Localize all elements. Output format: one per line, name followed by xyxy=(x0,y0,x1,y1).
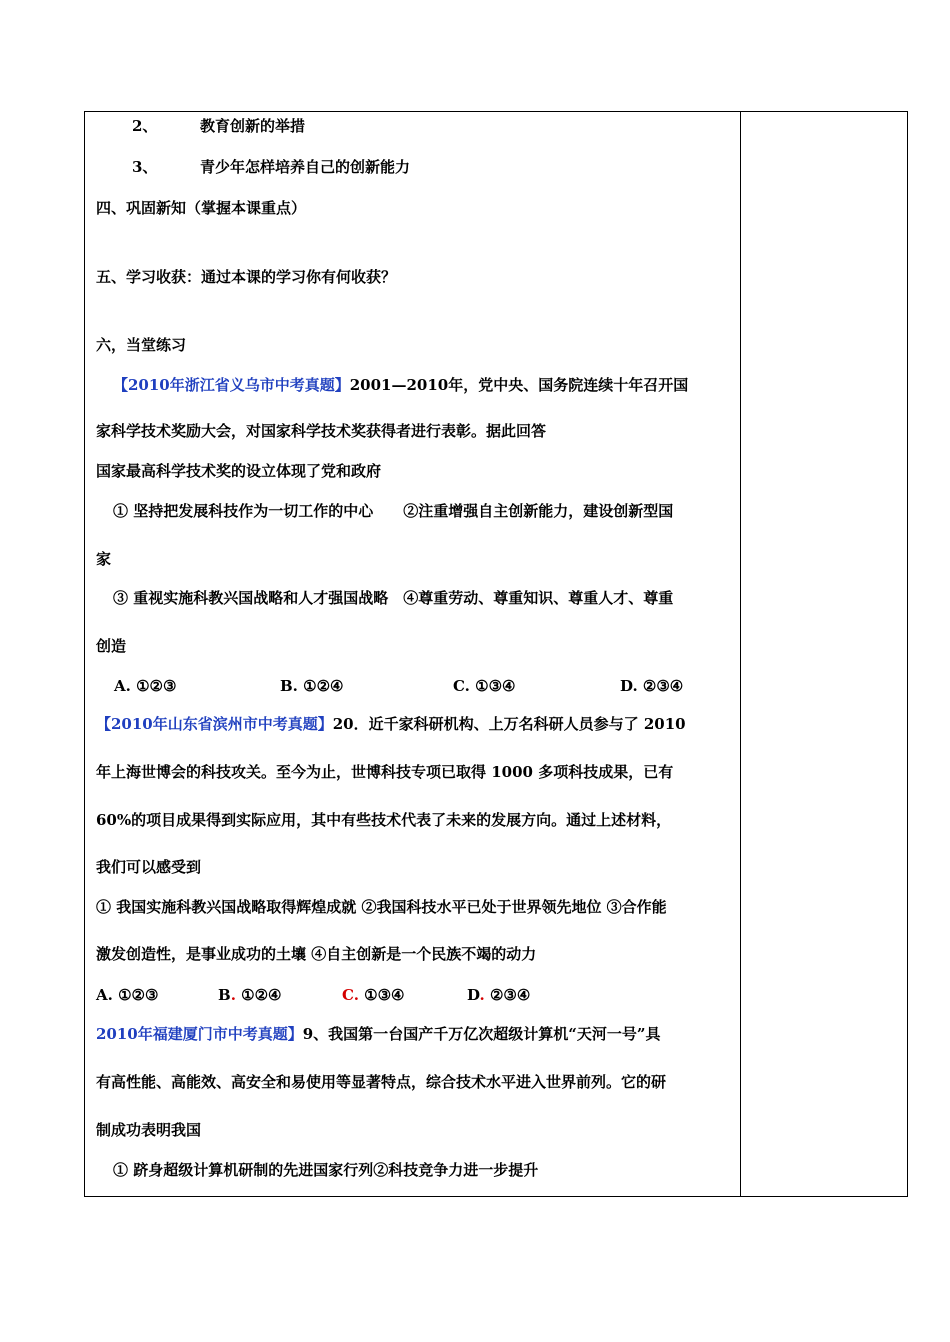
question-2-choice-c-letter: C xyxy=(342,986,354,1004)
question-2-choice-b-dot: . xyxy=(230,986,236,1004)
question-1-choice-b: B. ①②④ xyxy=(280,677,344,695)
question-1-choice-a: A. ①②③ xyxy=(114,677,177,695)
question-1-options-1-2: ① 坚持把发展科技作为一切工作的中心 ②注重增强自主创新能力，建设创新型国 xyxy=(113,502,674,520)
question-2-choice-d xyxy=(467,985,530,1005)
question-3-first-line xyxy=(96,1024,660,1044)
question-2-choice-b-options: ①②④ xyxy=(235,986,282,1004)
question-2-line-1: 20．近千家科研机构、上万名科研人员参与了 2010 xyxy=(332,715,686,733)
question-1-first-line xyxy=(113,375,688,395)
question-2-choice-b xyxy=(218,985,282,1005)
question-3-options-line-1: ① 跻身超级计算机研制的先进国家行列②科技竞争力进一步提升 xyxy=(113,1161,539,1179)
question-2-line-2: 年上海世博会的科技攻关。至今为止，世博科技专项已取得 1000 多项科技成果，已有 xyxy=(96,763,674,781)
question-3-source: 2010年福建厦门市中考真题】 xyxy=(96,1025,303,1043)
question-1-choice-d: D. ②③④ xyxy=(620,677,684,695)
column-divider xyxy=(740,111,741,1197)
question-2-options-line-2: 激发创造性，是事业成功的土壤 ④自主创新是一个民族不竭的动力 xyxy=(96,945,537,963)
question-2-choice-a: A. ①②③ xyxy=(96,986,159,1004)
question-2-line-3: 60%的项目成果得到实际应用，其中有些技术代表了未来的发展方向。通过上述材料， xyxy=(96,811,672,829)
question-1-source: 【2010年浙江省义乌市中考真题】 xyxy=(113,376,350,394)
question-1-choice-c: C. ①③④ xyxy=(453,677,516,695)
question-1-options-1-2-cont: 家 xyxy=(96,550,112,568)
question-1-line-2: 家科学技术奖励大会，对国家科学技术奖获得者进行表彰。据此回答 xyxy=(96,422,547,440)
item-3-number: 3、 xyxy=(132,158,158,176)
item-3-text: 青少年怎样培养自己的创新能力 xyxy=(200,158,411,176)
question-3-line-2: 有高性能、高能效、高安全和易使用等显著特点，综合技术水平进入世界前列。它的研 xyxy=(96,1073,667,1091)
item-2-text: 教育创新的举措 xyxy=(200,117,306,135)
question-2-choice-d-letter: D xyxy=(467,986,480,1004)
question-2-options-line-1: ① 我国实施科教兴国战略取得辉煌成就 ②我国科技水平已处于世界领先地位 ③合作能 xyxy=(96,898,667,916)
section-5-heading: 五、学习收获：通过本课的学习你有何收获？ xyxy=(96,268,397,286)
question-3-line-1: 9、我国第一台国产千万亿次超级计算机“天河一号”具 xyxy=(302,1025,661,1043)
question-1-options-3-4: ③ 重视实施科教兴国战略和人才强国战略 ④尊重劳动、尊重知识、尊重人才、尊重 xyxy=(113,589,674,607)
question-2-choice-d-dot: . xyxy=(479,986,485,1004)
question-2-choice-c-dot: . xyxy=(353,986,359,1004)
question-2-choice-c xyxy=(342,985,405,1005)
question-2-line-4: 我们可以感受到 xyxy=(96,858,202,876)
item-2-number: 2、 xyxy=(132,117,158,135)
question-2-first-line xyxy=(96,714,686,734)
question-2-choice-d-options: ②③④ xyxy=(484,986,531,1004)
question-1-options-3-4-cont: 创造 xyxy=(96,637,127,655)
question-3-line-3: 制成功表明我国 xyxy=(96,1121,202,1139)
question-1-line-1: 2001—2010年，党中央、国务院连续十年召开国 xyxy=(349,376,689,394)
question-2-source: 【2010年山东省滨州市中考真题】 xyxy=(96,715,333,733)
section-6-heading: 六，当堂练习 xyxy=(96,336,187,354)
question-2-choice-b-letter: B xyxy=(218,986,231,1004)
question-1-line-3: 国家最高科学技术奖的设立体现了党和政府 xyxy=(96,462,382,480)
question-2-choice-c-options: ①③④ xyxy=(358,986,405,1004)
section-4-heading: 四、巩固新知（掌握本课重点） xyxy=(96,199,307,217)
